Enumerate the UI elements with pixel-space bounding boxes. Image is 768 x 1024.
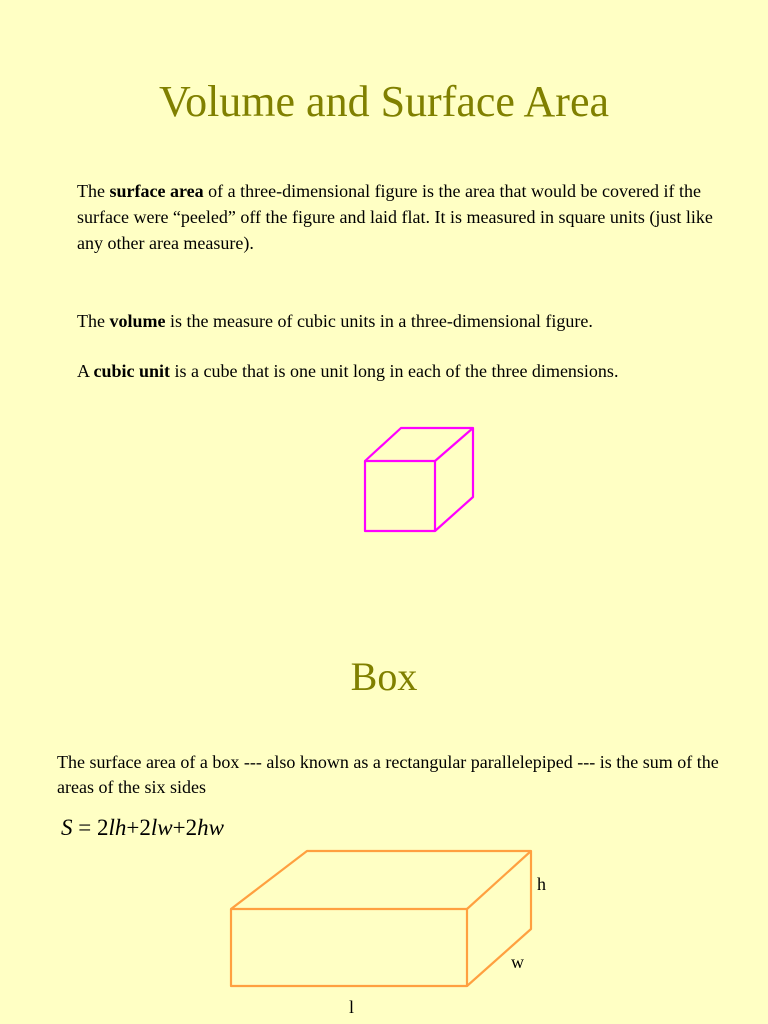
surface-area-formula — [61, 813, 224, 843]
box-front-face — [231, 909, 467, 986]
box-top-right-edge — [467, 851, 531, 909]
slide-title: Volume and Surface Area — [158, 77, 610, 126]
definition-prefix: A — [77, 361, 94, 381]
definition-prefix: The — [77, 181, 110, 201]
cube-front-face — [365, 461, 435, 531]
formula-term-lh: lh — [108, 815, 127, 840]
term-volume: volume — [109, 311, 166, 331]
definition-body: is a cube that is one unit long in each of the three dimensions. — [170, 361, 619, 381]
formula-plus: +2 — [126, 815, 151, 840]
length-label: l — [349, 997, 355, 1017]
cubic-unit-cube — [365, 428, 473, 531]
formula-term-hw: hw — [197, 815, 224, 840]
cube-top-right-edge — [435, 428, 473, 461]
formula-plus: +2 — [172, 815, 198, 840]
term-cubic-unit: cubic unit — [93, 361, 171, 381]
definition-body: of a three-dimensional figure is the area that would be covered if the surface were “peeled” off the figure and laid flat. It is measured in square units (just like any other area measure). — [77, 181, 713, 253]
formula-equals: = 2 — [72, 815, 109, 840]
definition-prefix: The — [77, 311, 110, 331]
width-label: w — [511, 952, 524, 972]
term-surface-area: surface area — [109, 181, 204, 201]
box-title: Box — [350, 654, 418, 699]
box-figure — [231, 851, 531, 986]
height-label: h — [537, 874, 546, 894]
definition-body: is the measure of cubic units in a three-dimensional figure. — [165, 311, 593, 331]
box-back-edges — [231, 851, 531, 986]
box-surface-area-text: The surface area of a box --- also known as a rectangular parallelepiped --- is the sum of the areas of the six sides — [57, 752, 719, 797]
formula-lhs: S — [61, 815, 73, 840]
formula-term-lw: lw — [150, 815, 173, 840]
